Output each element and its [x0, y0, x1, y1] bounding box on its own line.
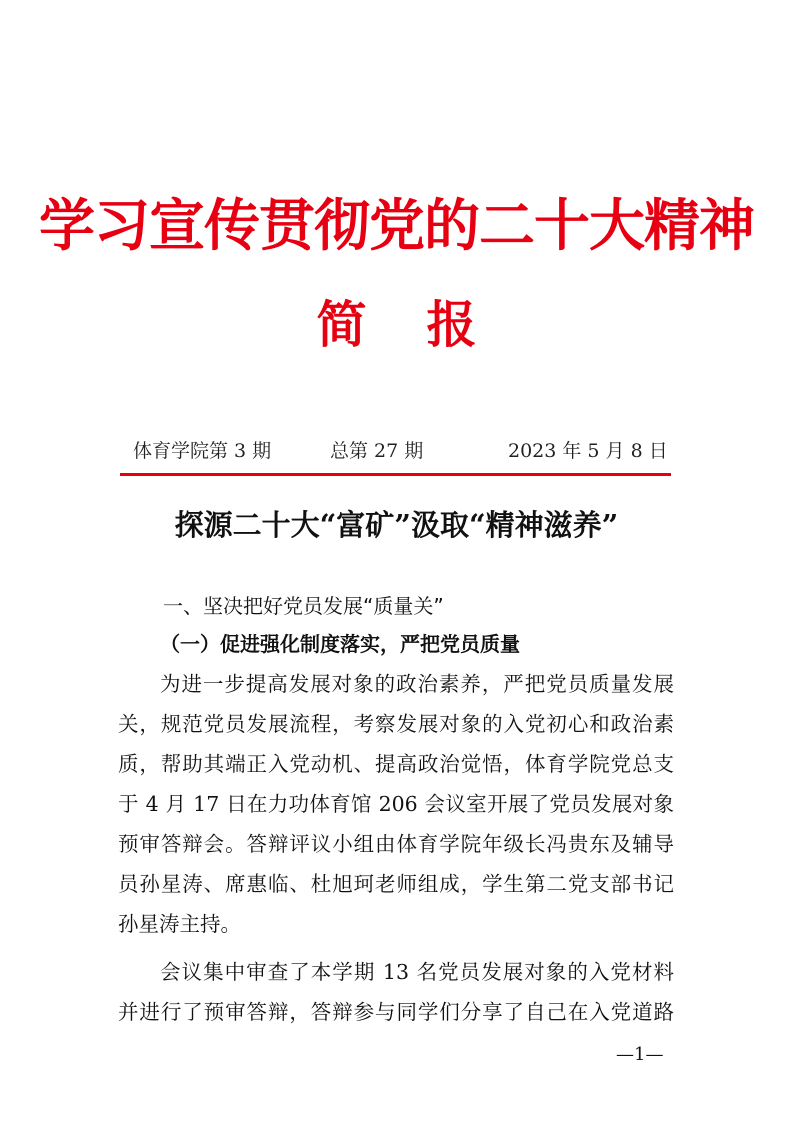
- page-number: —1—: [616, 1044, 664, 1065]
- issue-date: 2023 年 5 月 8 日: [508, 440, 668, 462]
- issue-college: 体育学院第 3 期: [133, 440, 272, 462]
- red-divider: [120, 473, 671, 476]
- paragraph-line: 为进一步提高发展对象的政治素养，严把党员质量发展: [160, 672, 674, 696]
- masthead-subtitle: 简报: [316, 295, 537, 354]
- paragraph-line: 孙星涛主持。: [118, 912, 241, 936]
- paragraph-line: 并进行了预审答辩，答辩参与同学们分享了自己在入党道路: [118, 1000, 674, 1024]
- subsection-heading: （一）促进强化制度落实，严把党员质量: [160, 632, 520, 656]
- article-title: 探源二十大“富矿”汲取“精神滋养”: [174, 508, 619, 542]
- paragraph-line: 于 4 月 17 日在力功体育馆 206 会议室开展了党员发展对象: [118, 792, 674, 816]
- masthead-title: 学习宣传贯彻党的二十大精神: [39, 193, 754, 259]
- issue-total: 总第 27 期: [330, 440, 424, 462]
- paragraph-line: 质，帮助其端正入党动机、提高政治觉悟，体育学院党总支: [118, 752, 674, 776]
- section-heading: 一、坚决把好党员发展“质量关”: [163, 594, 444, 618]
- paragraph-line: 会议集中审查了本学期 13 名党员发展对象的入党材料: [160, 960, 674, 984]
- paragraph-line: 员孙星涛、席惠临、杜旭珂老师组成，学生第二党支部书记: [118, 872, 674, 896]
- paragraph-line: 预审答辩会。答辩评议小组由体育学院年级长冯贵东及辅导: [118, 832, 674, 856]
- paragraph-line: 关，规范党员发展流程，考察发展对象的入党初心和政治素: [118, 712, 674, 736]
